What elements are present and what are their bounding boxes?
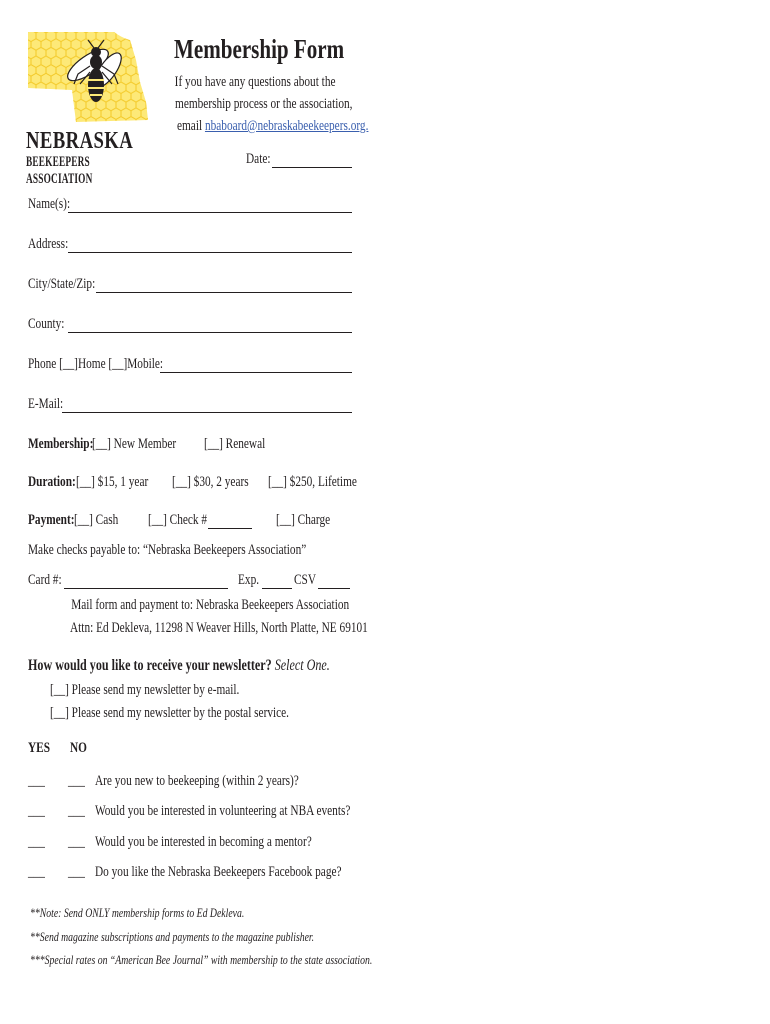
duration-label: Duration: (28, 474, 76, 490)
membership-renewal-option[interactable]: [__] Renewal (204, 436, 266, 452)
survey-no-blank[interactable]: ___ (68, 864, 85, 880)
phone-label: Phone [__]Home [__]Mobile: (28, 356, 164, 372)
email-prefix: email (176, 118, 205, 134)
csv-field[interactable] (318, 588, 350, 589)
email-field[interactable] (62, 412, 352, 413)
newsletter-email-option[interactable]: [__] Please send my newsletter by e-mail. (50, 682, 240, 698)
duration-lifetime-option[interactable]: [__] $250, Lifetime (268, 474, 357, 490)
payment-charge-option[interactable]: [__] Charge (276, 512, 331, 528)
nebraska-map-honeycomb (26, 30, 151, 130)
date-field[interactable] (272, 167, 352, 168)
intro-line-2: membership process or the association, (175, 96, 353, 112)
date-label: Date: (246, 151, 271, 167)
names-field[interactable] (68, 212, 352, 213)
payment-cash-option[interactable]: [__] Cash (74, 512, 119, 528)
survey-no-header: NO (70, 740, 87, 756)
note-line-1: **Note: Send ONLY membership forms to Ed Dekleva. (30, 906, 245, 920)
survey-yes-blank[interactable]: ___ (28, 803, 45, 819)
duration-1-year-option[interactable]: [__] $15, 1 year (76, 474, 149, 490)
survey-no-blank[interactable]: ___ (68, 834, 85, 850)
survey-yes-blank[interactable]: ___ (28, 773, 45, 789)
card-number-field[interactable] (64, 588, 228, 589)
survey-question: Would you be interested in volunteering at NBA events? (95, 803, 351, 819)
note-line-3: ***Special rates on “American Bee Journal” with membership to the state association. (30, 953, 373, 967)
survey-yes-blank[interactable]: ___ (28, 834, 45, 850)
city-state-zip-label: City/State/Zip: (28, 276, 96, 292)
logo-line-2: BEEKEEPERS ASSOCIATION (26, 154, 93, 187)
email-label: E-Mail: (28, 396, 64, 412)
survey-no-blank[interactable]: ___ (68, 803, 85, 819)
newsletter-question (28, 657, 330, 675)
check-number-field[interactable] (208, 528, 252, 529)
survey-question: Are you new to beekeeping (within 2 years)? (95, 773, 299, 789)
checks-payable-note: Make checks payable to: “Nebraska Beekeepers Association” (28, 542, 307, 558)
newsletter-question-text: How would you like to receive your newsletter? (28, 657, 272, 674)
newsletter-select-one: Select One. (274, 657, 330, 674)
duration-2-year-option[interactable]: [__] $30, 2 years (172, 474, 249, 490)
page-title: Membership Form (174, 34, 345, 64)
exp-field[interactable] (262, 588, 292, 589)
csv-label: CSV (294, 572, 317, 588)
logo-line-1: NEBRASKA (26, 128, 134, 154)
nebraska-beekeepers-logo (26, 30, 151, 187)
intro-line-1: If you have any questions about the (174, 74, 336, 90)
county-field[interactable] (68, 332, 352, 333)
newsletter-postal-option[interactable]: [__] Please send my newsletter by the postal service. (50, 705, 290, 721)
payment-check-option[interactable]: [__] Check # (148, 512, 208, 528)
survey-yes-header: YES (28, 740, 51, 756)
names-label: Name(s): (28, 196, 71, 212)
membership-label: Membership: (28, 436, 94, 452)
exp-label: Exp. (238, 572, 260, 588)
mail-instructions-line-1: Mail form and payment to: Nebraska Beekeepers Association (71, 597, 349, 613)
survey-question: Do you like the Nebraska Beekeepers Facebook page? (95, 864, 342, 880)
address-label: Address: (28, 236, 69, 252)
intro-line-3 (177, 118, 368, 135)
survey-yes-blank[interactable]: ___ (28, 864, 45, 880)
survey-no-blank[interactable]: ___ (68, 773, 85, 789)
note-line-2: **Send magazine subscriptions and payments to the magazine publisher. (30, 930, 315, 944)
phone-field[interactable] (160, 372, 352, 373)
county-label: County: (28, 316, 65, 332)
payment-label: Payment: (28, 512, 75, 528)
membership-new-option[interactable]: [__] New Member (92, 436, 177, 452)
survey-question: Would you be interested in becoming a mentor? (95, 834, 312, 850)
city-state-zip-field[interactable] (96, 292, 352, 293)
card-label: Card #: (28, 572, 62, 588)
contact-email-link[interactable]: nbaboard@nebraskabeekeepers.org. (204, 118, 369, 134)
address-field[interactable] (68, 252, 352, 253)
mail-instructions-line-2: Attn: Ed Dekleva, 11298 N Weaver Hills, North Platte, NE 69101 (69, 620, 368, 636)
